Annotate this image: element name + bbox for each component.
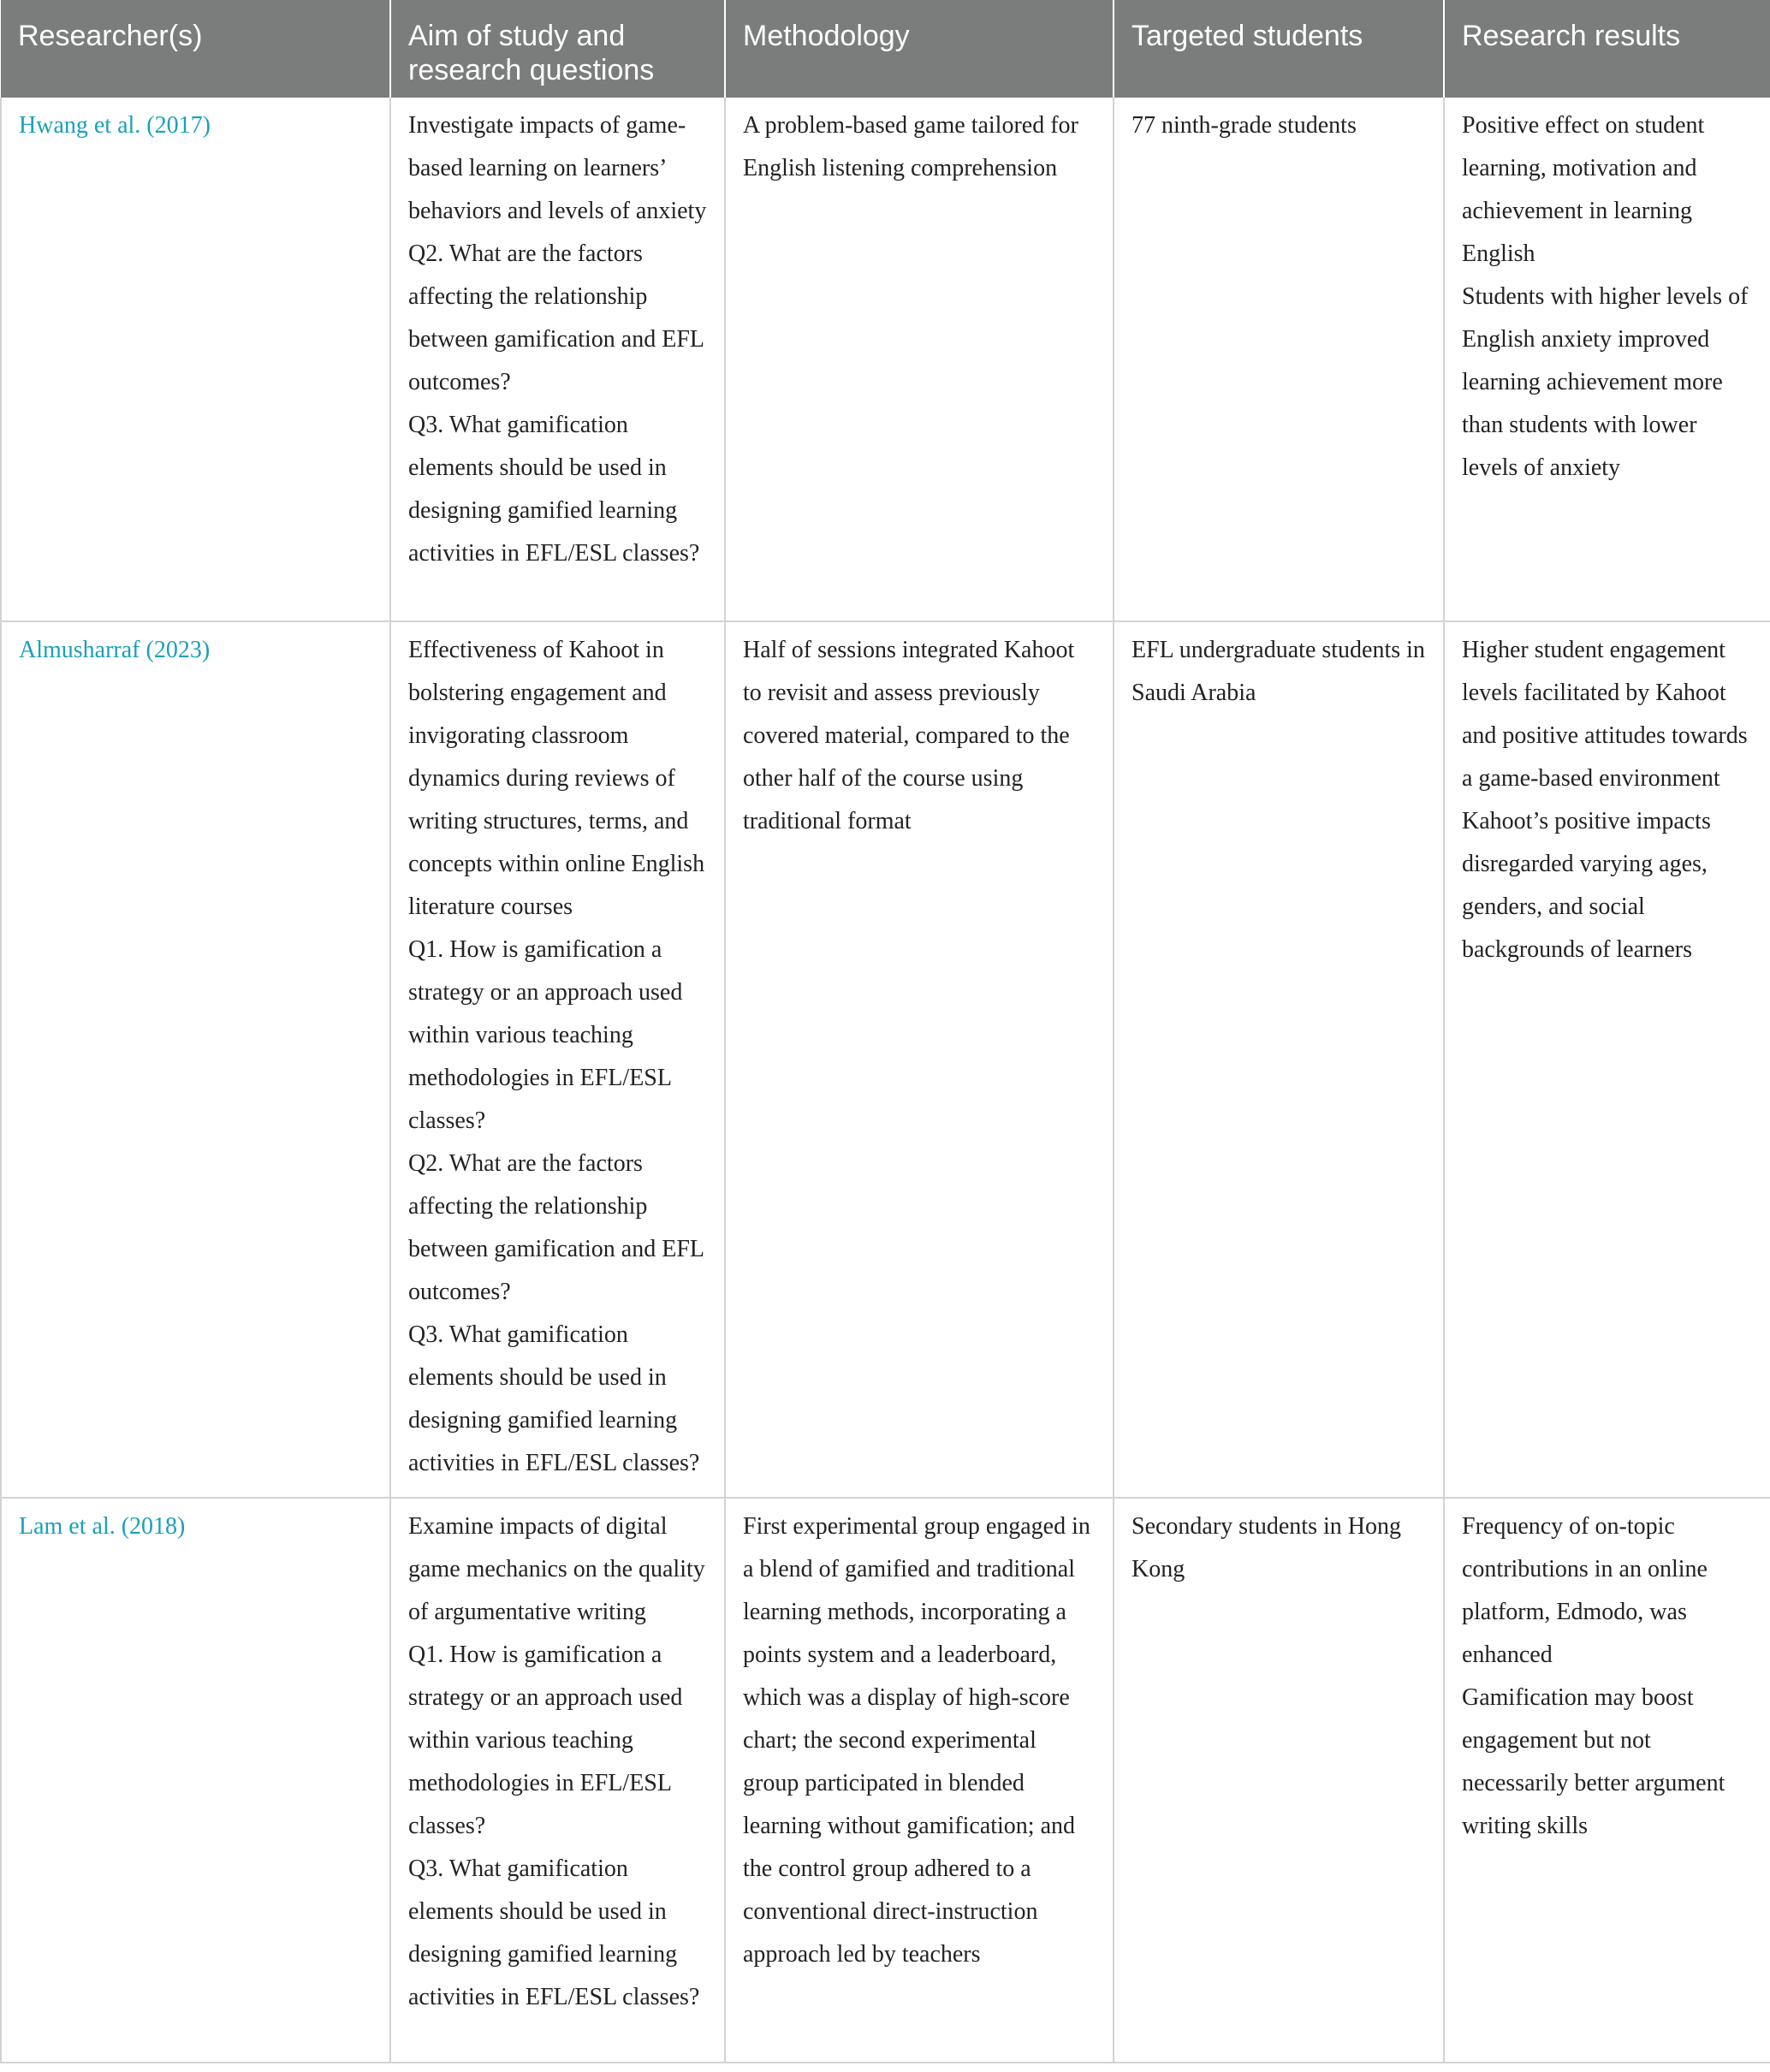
aim-text: Effectiveness of Kahoot in bolstering engagement and invigorating classroom dynamics during reviews of writing structures, terms, and concepts within online English literature courses bbox=[408, 637, 705, 920]
header-targeted-students: Targeted students bbox=[1114, 0, 1444, 98]
aim-text: Examine impacts of digital game mechanics on the quality of argumentative writing bbox=[408, 1513, 705, 1625]
students-cell bbox=[1114, 98, 1444, 621]
header-aim: Aim of study and research questions bbox=[390, 0, 725, 98]
methodology-cell bbox=[725, 1498, 1114, 2063]
results-cell bbox=[1444, 621, 1770, 1498]
table-row bbox=[1, 98, 1770, 621]
students-text: EFL undergraduate students in Saudi Arabia bbox=[1131, 637, 1425, 706]
table-row bbox=[1, 1498, 1770, 2063]
aim-text: Q2. What are the factors affecting the relationship between gamification and EFL outcomes? bbox=[408, 1150, 704, 1305]
header-methodology: Methodology bbox=[725, 0, 1114, 98]
aim-cell bbox=[390, 98, 725, 621]
results-text: Positive effect on student learning, motivation and achievement in learning English bbox=[1462, 112, 1705, 267]
researcher-cell bbox=[1, 621, 390, 1498]
results-cell bbox=[1444, 1498, 1770, 2063]
methodology-text: Half of sessions integrated Kahoot to revisit and assess previously covered material, compared to the other half of the course using traditional format bbox=[743, 637, 1075, 834]
aim-text: Q3. What gamification elements should be used in designing gamified learning activities in EFL/ESL classes? bbox=[408, 1855, 700, 2010]
aim-cell bbox=[390, 1498, 725, 2063]
methodology-cell bbox=[725, 98, 1114, 621]
methodology-text: First experimental group engaged in a blend of gamified and traditional learning methods, incorporating a points system and a leaderboard, which was a display of high-score chart; the second experimental group participated in blended learning without gamification; and the control group adhered to a conventional direct-instruction approach led by teachers bbox=[743, 1513, 1090, 1968]
aim-cell bbox=[390, 621, 725, 1498]
students-cell bbox=[1114, 621, 1444, 1498]
aim-text: Q1. How is gamification a strategy or an approach used within various teaching methodologies in EFL/ESL classes? bbox=[408, 936, 683, 1134]
results-cell bbox=[1444, 98, 1770, 621]
students-text: 77 ninth-grade students bbox=[1131, 112, 1357, 139]
table-header bbox=[1, 0, 1770, 98]
methodology-text: A problem-based game tailored for English listening comprehension bbox=[743, 112, 1078, 181]
results-text: Gamification may boost engagement but not necessarily better argument writing skills bbox=[1462, 1684, 1725, 1839]
aim-text: Investigate impacts of game-based learning on learners’ behaviors and levels of anxiety bbox=[408, 112, 707, 224]
results-text: Kahoot’s positive impacts disregarded varying ages, genders, and social backgrounds of learners bbox=[1462, 808, 1711, 963]
results-text: Students with higher levels of English anxiety improved learning achievement more than students with lower levels of anxiety bbox=[1462, 283, 1749, 481]
table-body bbox=[1, 98, 1770, 2063]
results-text: Frequency of on-topic contributions in an online platform, Edmodo, was enhanced bbox=[1462, 1513, 1708, 1668]
header-research-results: Research results bbox=[1444, 0, 1770, 98]
aim-text: Q2. What are the factors affecting the relationship between gamification and EFL outcomes? bbox=[408, 240, 704, 395]
researcher-cell bbox=[1, 1498, 390, 2063]
students-text: Secondary students in Hong Kong bbox=[1131, 1513, 1401, 1582]
table-row bbox=[1, 621, 1770, 1498]
researcher-link[interactable]: Lam et al. (2018) bbox=[19, 1513, 186, 1540]
methodology-cell bbox=[725, 621, 1114, 1498]
researcher-link[interactable]: Almusharraf (2023) bbox=[19, 637, 211, 663]
aim-text: Q3. What gamification elements should be used in designing gamified learning activities in EFL/ESL classes? bbox=[408, 1321, 700, 1476]
results-text: Higher student engagement levels facilitated by Kahoot and positive attitudes towards a game-based environment bbox=[1462, 637, 1748, 792]
header-row bbox=[1, 0, 1770, 98]
aim-text: Q1. How is gamification a strategy or an approach used within various teaching methodologies in EFL/ESL classes? bbox=[408, 1642, 683, 1839]
researcher-cell bbox=[1, 98, 390, 621]
aim-text: Q3. What gamification elements should be used in designing gamified learning activities in EFL/ESL classes? bbox=[408, 412, 700, 567]
researcher-link[interactable]: Hwang et al. (2017) bbox=[19, 112, 211, 139]
students-cell bbox=[1114, 1498, 1444, 2063]
header-researchers: Researcher(s) bbox=[1, 0, 390, 98]
